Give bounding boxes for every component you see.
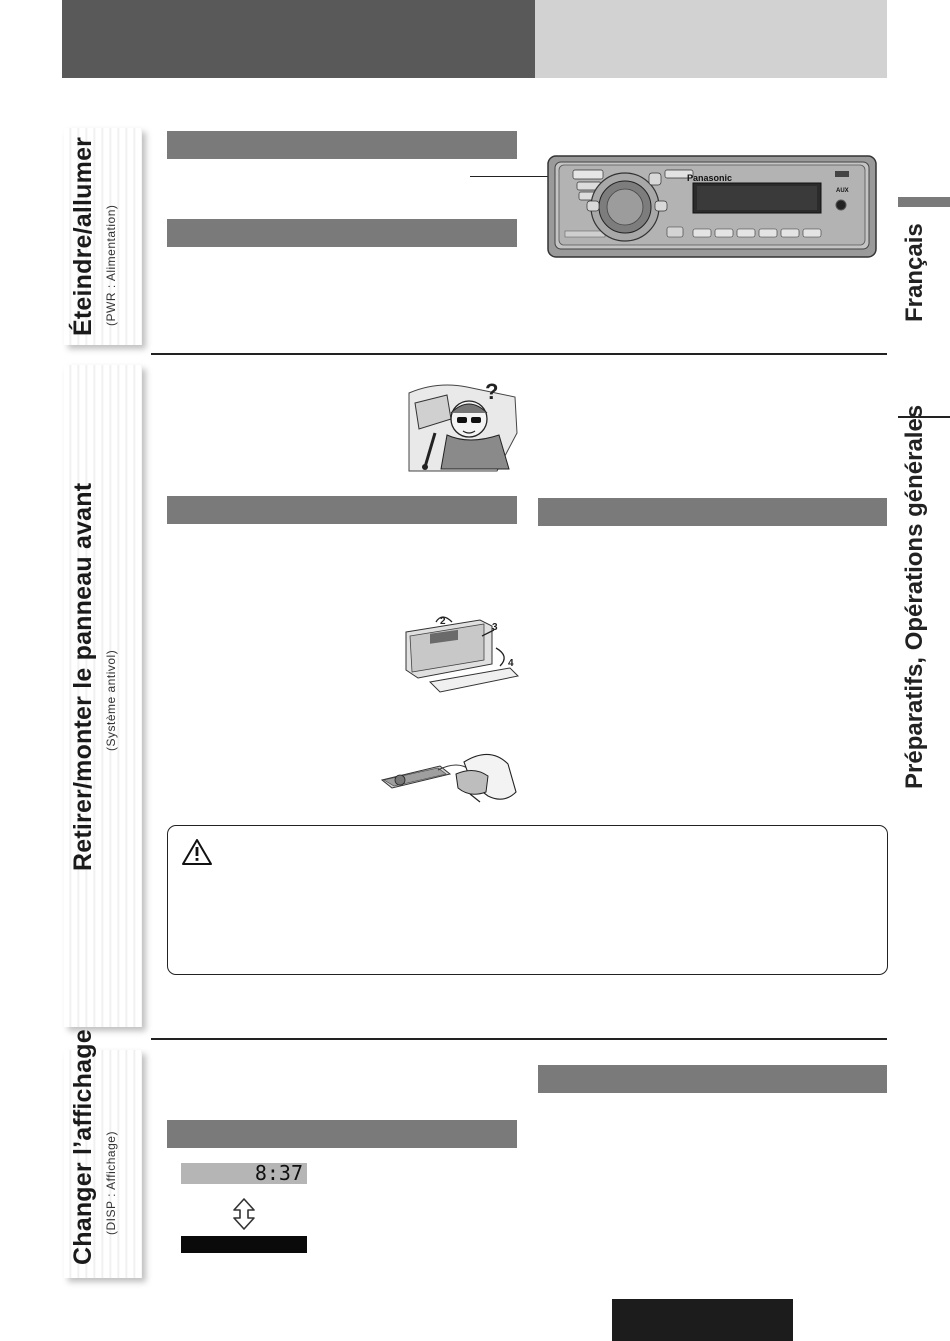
- display-dark-sample: [181, 1236, 307, 1253]
- toggle-arrow-icon: [232, 1198, 256, 1230]
- section-title-display: Changer l’affichage: [69, 1029, 97, 1265]
- callout-number: 2: [440, 616, 446, 627]
- section-subtitle-display: (DISP : Affichage): [104, 1131, 118, 1235]
- caution-box: [167, 825, 888, 975]
- subheading-band: [167, 496, 517, 524]
- display-clock-sample: [181, 1163, 307, 1184]
- language-tab-label: Français: [901, 223, 928, 322]
- section-divider: [151, 353, 887, 355]
- language-tab-marker: [898, 197, 950, 207]
- unit-brand-label: Panasonic: [687, 173, 733, 183]
- section-subtitle-panel: (Système antivol): [104, 649, 118, 751]
- header-bar-light: [535, 0, 887, 78]
- callout-number: 3: [492, 622, 498, 633]
- section-title-panel: Retirer/monter le panneau avant: [69, 482, 97, 871]
- subheading-band: [538, 498, 887, 526]
- panel-case-illustration: [378, 740, 523, 814]
- subheading-band: [167, 131, 517, 159]
- panel-removal-illustration: [400, 612, 525, 698]
- car-stereo-illustration: [547, 155, 877, 258]
- header-bar-dark: [62, 0, 535, 78]
- callout-number: 4: [508, 658, 514, 669]
- section-tab-display: [64, 1029, 142, 1278]
- page-number-block: [612, 1299, 793, 1341]
- svg-text:?: ?: [485, 379, 499, 404]
- chapter-tab-label: Préparatifs, Opérations générales: [901, 404, 928, 789]
- section-tab-power: [64, 128, 142, 345]
- warning-triangle-icon: [181, 838, 213, 866]
- aux-label: AUX: [836, 188, 849, 194]
- thief-cartoon-illustration: [407, 373, 519, 473]
- section-divider: [151, 1038, 887, 1040]
- subheading-band: [538, 1065, 887, 1093]
- section-tab-panel: [64, 365, 142, 1027]
- subheading-band: [167, 219, 517, 247]
- section-title-power: Éteindre/allumer: [69, 136, 97, 336]
- clock-readout: 8:37: [254, 1161, 303, 1185]
- section-subtitle-power: (PWR : Alimentation): [104, 204, 118, 326]
- subheading-band: [167, 1120, 517, 1148]
